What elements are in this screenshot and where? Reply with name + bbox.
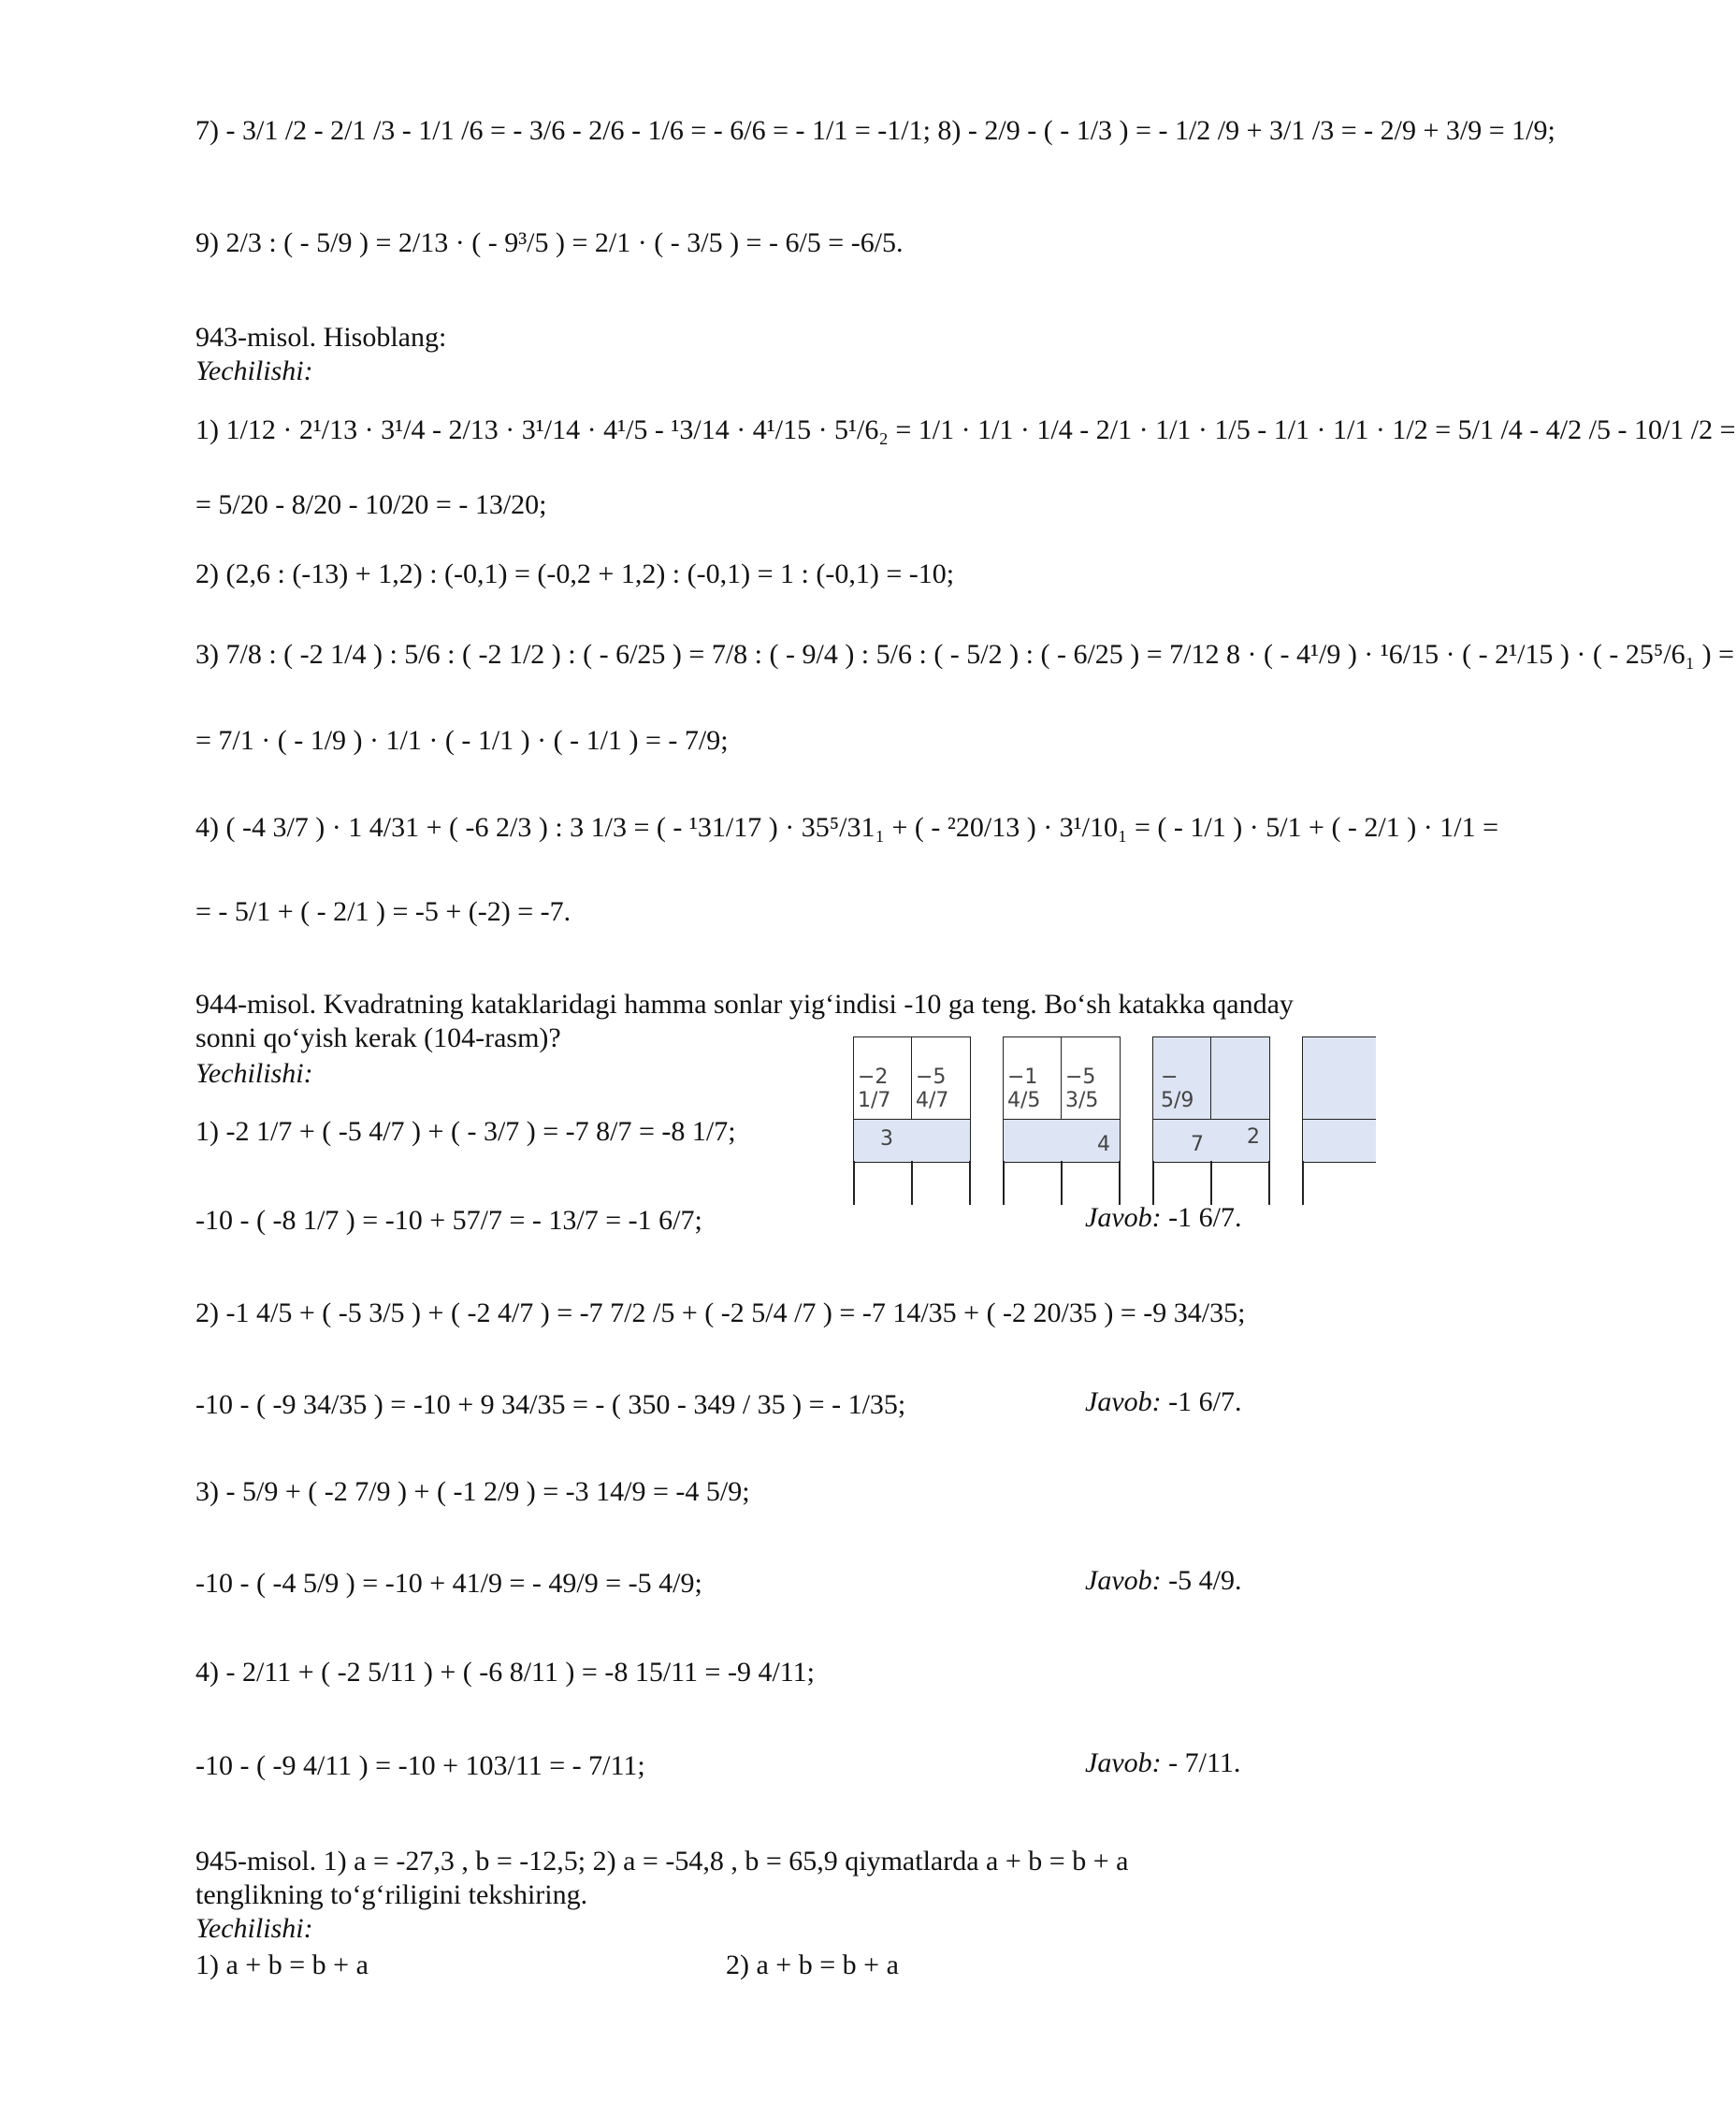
grid2-edge <box>1003 1161 1005 1205</box>
answer-3 <box>1085 1565 1241 1597</box>
grid1-cell-c <box>853 1119 971 1163</box>
grid1-cell-b <box>911 1036 971 1121</box>
problem-943-line-1b: = 5/20 - 8/20 - 10/20 = - 13/20; <box>195 489 547 520</box>
grid3-value-b: 7 <box>1191 1133 1204 1156</box>
problem-943-solution-label: Yechilishi: <box>195 355 313 386</box>
math-line-9: 9) 2/3 : ( - 5/9 ) = 2/13 · ( - 9³/5 ) = 2/1 · ( - 3/5 ) = - 6/5 = -6/5. <box>195 227 904 258</box>
problem-943-line-3b: = 7/1 · ( - 1/9 ) · 1/1 · ( - 1/1 ) · ( - 1/1 ) = - 7/9; <box>195 725 729 756</box>
math-line-7-8: 7) - 3/1 /2 - 2/1 /3 - 1/1 /6 = - 3/6 - 2/6 - 1/6 = - 6/6 = - 1/1 = -1/1; 8) - 2/9 - ( - 1/3 ) = - 1/2 /9 + 3/1 /3 = - 2/9 + 3/9 = 1/9; <box>195 115 1555 146</box>
grid1-cell-a <box>853 1036 913 1121</box>
grid1-edge-right <box>969 1161 971 1205</box>
answer-2-label: Javob: <box>1085 1386 1162 1417</box>
problem-944-step-1b: -10 - ( -8 1/7 ) = -10 + 57/7 = - 13/7 = -1 6/7; <box>195 1205 702 1236</box>
problem-944-step-3a: 3) - 5/9 + ( -2 7/9 ) + ( -1 2/9 ) = -3 14/9 = -4 5/9; <box>195 1476 750 1507</box>
grid3-divider <box>1210 1161 1212 1205</box>
problem-944-title-2: sonni qo‘yish kerak (104-rasm)? <box>195 1022 561 1053</box>
grid1-value-a: −2 1/7 <box>858 1065 891 1112</box>
grid4-edge <box>1302 1161 1304 1205</box>
problem-944-step-2b: -10 - ( -9 34/35 ) = -10 + 9 34/35 = - ( 350 - 349 / 35 ) = - 1/35; <box>195 1389 906 1420</box>
problem-945-title-2: tenglikning to‘g‘riligini tekshiring. <box>195 1879 588 1910</box>
problem-945-check-2: 2) a + b = b + a <box>726 1949 899 1980</box>
problem-944-step-1a: 1) -2 1/7 + ( -5 4/7 ) + ( - 3/7 ) = -7 8/7 = -8 1/7; <box>195 1116 736 1147</box>
grid3-edge-right <box>1268 1161 1270 1205</box>
answer-2-value: -1 6/7. <box>1168 1386 1242 1417</box>
grid3-cell-b <box>1210 1036 1270 1121</box>
grid2-value-b: −5 3/5 <box>1065 1065 1099 1112</box>
grid3-cell-c <box>1152 1119 1270 1163</box>
problem-945-title: 945-misol. 1) a = -27,3 , b = -12,5; 2) a = -54,8 , b = 65,9 qiymatlarda a + b = b + a <box>195 1846 1129 1877</box>
problem-944-step-4b: -10 - ( -9 4/11 ) = -10 + 103/11 = - 7/11; <box>195 1750 645 1781</box>
problem-944-step-2a: 2) -1 4/5 + ( -5 3/5 ) + ( -2 4/7 ) = -7 7/2 /5 + ( -2 5/4 /7 ) = -7 14/35 + ( -2 20/35 ) = -9 34/35; <box>195 1297 1246 1328</box>
answer-1-value: -1 6/7. <box>1168 1202 1242 1233</box>
problem-943-line-1a: 1) 1/12 · 2¹/13 · 3¹/4 - 2/13 · 3¹/14 · 4¹/5 - ¹3/14 · 4¹/15 · 5¹/6₂ = 1/1 · 1/1 · 1/4 - 2/1 · 1/1 · 1/5 - 1/1 · 1/1 · 1/2 = 5/1 /4 - 4/2 /5 - 10/1 /2 = <box>195 414 1736 445</box>
answer-4 <box>1085 1747 1240 1779</box>
figure-104-grids <box>853 1036 1377 1205</box>
answer-1 <box>1085 1202 1241 1234</box>
problem-945-solution-label: Yechilishi: <box>195 1913 313 1944</box>
problem-944-step-3b: -10 - ( -4 5/9 ) = -10 + 41/9 = - 49/9 = -5 4/9; <box>195 1568 702 1599</box>
grid2-cell-b <box>1061 1036 1121 1121</box>
grid2-divider <box>1061 1161 1063 1205</box>
problem-943-line-2: 2) (2,6 : (-13) + 1,2) : (-0,1) = (-0,2 + 1,2) : (-0,1) = 1 : (-0,1) = -10; <box>195 558 955 589</box>
grid4-cell-c <box>1302 1119 1376 1163</box>
problem-944-solution-label: Yechilishi: <box>195 1058 313 1089</box>
grid1-divider <box>911 1161 913 1205</box>
problem-943-line-3a: 3) 7/8 : ( -2 1/4 ) : 5/6 : ( -2 1/2 ) : ( - 6/25 ) = 7/8 : ( - 9/4 ) : 5/6 : ( - 5/2 ) : ( - 6/25 ) = 7/12 8 · ( - 4¹/9 ) · ¹6/15 · ( - 2¹/15 ) · ( - 25⁵/6₁ ) = <box>195 639 1735 670</box>
grid1-edge <box>853 1161 855 1205</box>
grid3-cell-a <box>1152 1036 1212 1121</box>
grid2-cell-a <box>1003 1036 1063 1121</box>
grid3-value-a: − 5/9 <box>1161 1065 1194 1112</box>
problem-944-title: 944-misol. Kvadratning kataklaridagi hamma sonlar yig‘indisi -10 ga teng. Bo‘sh katakka qanday <box>195 989 1294 1020</box>
problem-945-check-1: 1) a + b = b + a <box>195 1949 369 1980</box>
grid2-cell-c <box>1003 1119 1121 1163</box>
grid2-value-c: 4 <box>1097 1133 1110 1156</box>
answer-3-label: Javob: <box>1085 1565 1162 1596</box>
answer-3-value: -5 4/9. <box>1168 1565 1242 1596</box>
problem-943-line-4a: 4) ( -4 3/7 ) · 1 4/31 + ( -6 2/3 ) : 3 1/3 = ( - ¹31/17 ) · 35⁵/31₁ + ( - ²20/13 ) · 3¹/10₁ = ( - 1/1 ) · 5/1 + ( - 2/1 ) · 1/1 = <box>195 812 1498 843</box>
grid1-value-b: −5 4/7 <box>916 1065 949 1112</box>
problem-944-step-4a: 4) - 2/11 + ( -2 5/11 ) + ( -6 8/11 ) = -8 15/11 = -9 4/11; <box>195 1657 816 1688</box>
grid3-edge <box>1152 1161 1154 1205</box>
grid2-edge-right <box>1119 1161 1121 1205</box>
answer-4-label: Javob: <box>1085 1747 1162 1778</box>
grid2-value-a: −1 4/5 <box>1007 1065 1041 1112</box>
answer-4-value: - 7/11. <box>1168 1747 1241 1778</box>
grid4-cell-a <box>1302 1036 1376 1121</box>
answer-2 <box>1085 1386 1241 1418</box>
problem-943-line-4b: = - 5/1 + ( - 2/1 ) = -5 + (-2) = -7. <box>195 896 571 927</box>
answer-1-label: Javob: <box>1085 1202 1162 1233</box>
grid3-value-c: 2 <box>1247 1125 1260 1149</box>
grid1-value-c: 3 <box>880 1127 893 1151</box>
problem-943-title: 943-misol. Hisoblang: <box>195 322 447 353</box>
